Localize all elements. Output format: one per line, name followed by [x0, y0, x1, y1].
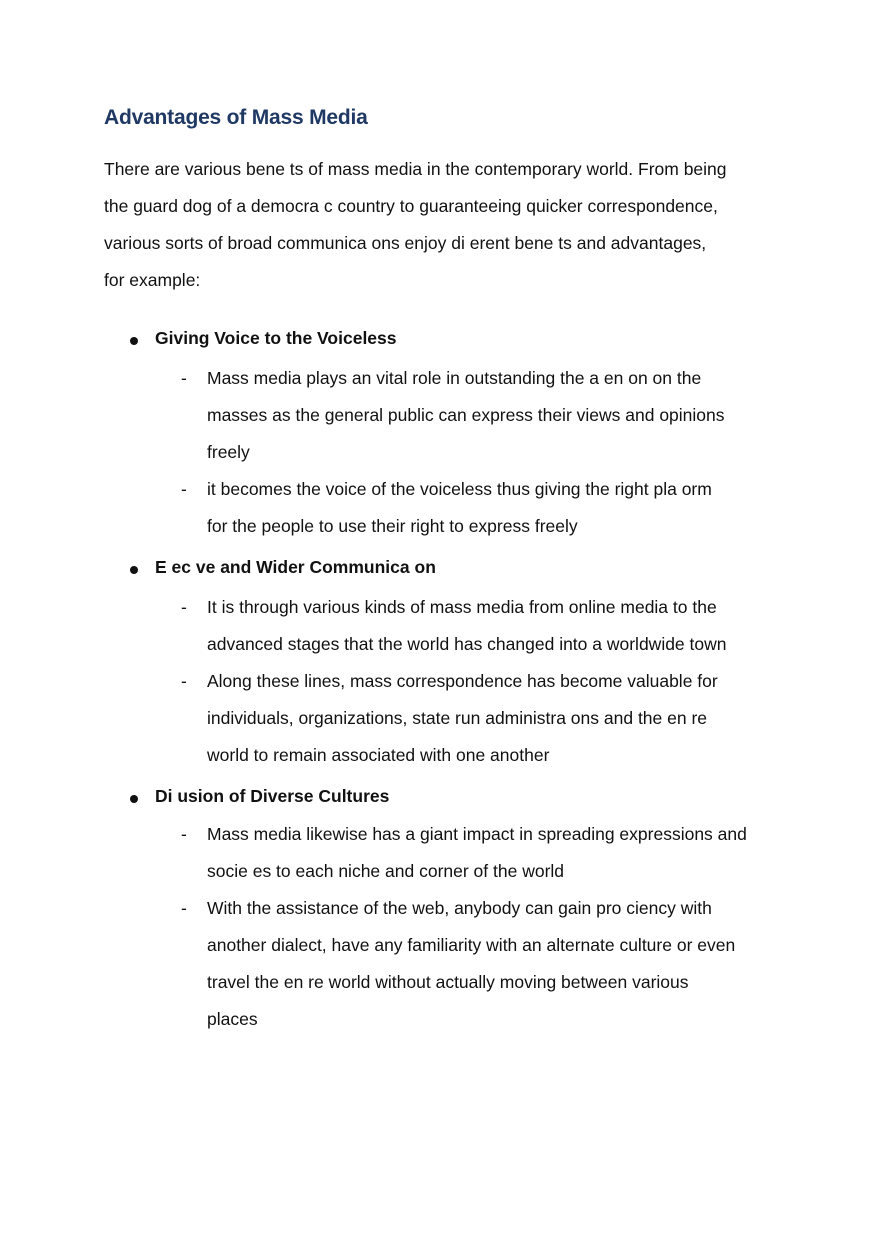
sub-point-line: for the people to use their right to express freely: [207, 516, 578, 536]
bullet-icon: [130, 337, 138, 345]
sub-point: [0, 589, 880, 663]
sub-point-line: advanced stages that the world has changed into a worldwide town: [207, 634, 727, 654]
sub-point-line: world to remain associated with one another: [207, 745, 550, 765]
sub-point-text: [207, 471, 880, 545]
intro-line: the guard dog of a democra c country to guaranteeing quicker correspondence,: [104, 196, 718, 216]
section-diffusion-cultures: [0, 786, 880, 1038]
sub-point-line: freely: [207, 442, 250, 462]
bullet-title: Giving Voice to the Voiceless: [155, 328, 397, 348]
dash-marker: -: [181, 671, 187, 691]
sub-point-text: [207, 360, 880, 471]
section-effective-communication: [0, 557, 880, 774]
sub-point-text: [207, 589, 880, 663]
sub-point-text: [207, 816, 880, 890]
dash-marker: -: [181, 597, 187, 617]
dash-marker: -: [181, 368, 187, 388]
sub-point-line: places: [207, 1009, 258, 1029]
sub-point-line: It is through various kinds of mass media from online media to the: [207, 597, 717, 617]
sub-point-line: another dialect, have any familiarity with an alternate culture or even: [207, 935, 736, 955]
sub-point-line: Along these lines, mass correspondence has become valuable for: [207, 671, 718, 691]
sub-point-text: [207, 890, 880, 1038]
sub-point-text: [207, 663, 880, 774]
sub-point: [0, 360, 880, 471]
sub-point: [0, 816, 880, 890]
bullet-title: E ec ve and Wider Communica on: [155, 557, 436, 577]
sub-point: [0, 663, 880, 774]
sub-point-line: Mass media likewise has a giant impact in spreading expressions and: [207, 824, 747, 844]
bullet-title: Di usion of Diverse Cultures: [155, 786, 390, 806]
dash-marker: -: [181, 824, 187, 844]
sub-point-line: it becomes the voice of the voiceless thus giving the right pla orm: [207, 479, 712, 499]
sub-point-line: individuals, organizations, state run administra ons and the en re: [207, 708, 708, 728]
intro-line: various sorts of broad communica ons enjoy di erent bene ts and advantages,: [104, 233, 707, 253]
sub-point-line: Mass media plays an vital role in outstanding the a en on on the: [207, 368, 702, 388]
page-title: Advantages of Mass Media: [104, 106, 368, 129]
sub-point-line: With the assistance of the web, anybody can gain pro ciency with: [207, 898, 712, 918]
dash-marker: -: [181, 479, 187, 499]
intro-line: for example:: [104, 270, 201, 290]
intro-line: There are various bene ts of mass media in the contemporary world. From being: [104, 159, 727, 179]
bullet-item: [0, 328, 880, 358]
bullet-item: [0, 786, 880, 816]
sub-point-line: socie es to each niche and corner of the world: [207, 861, 565, 881]
intro-paragraph: [104, 151, 794, 299]
bullet-icon: [130, 795, 138, 803]
dash-marker: -: [181, 898, 187, 918]
sub-point-line: travel the en re world without actually moving between various: [207, 972, 689, 992]
section-giving-voice: [0, 328, 880, 545]
sub-point: [0, 471, 880, 545]
sub-point-line: masses as the general public can express their views and opinions: [207, 405, 725, 425]
sub-point: [0, 890, 880, 1038]
bullet-icon: [130, 566, 138, 574]
bullet-item: [0, 557, 880, 587]
